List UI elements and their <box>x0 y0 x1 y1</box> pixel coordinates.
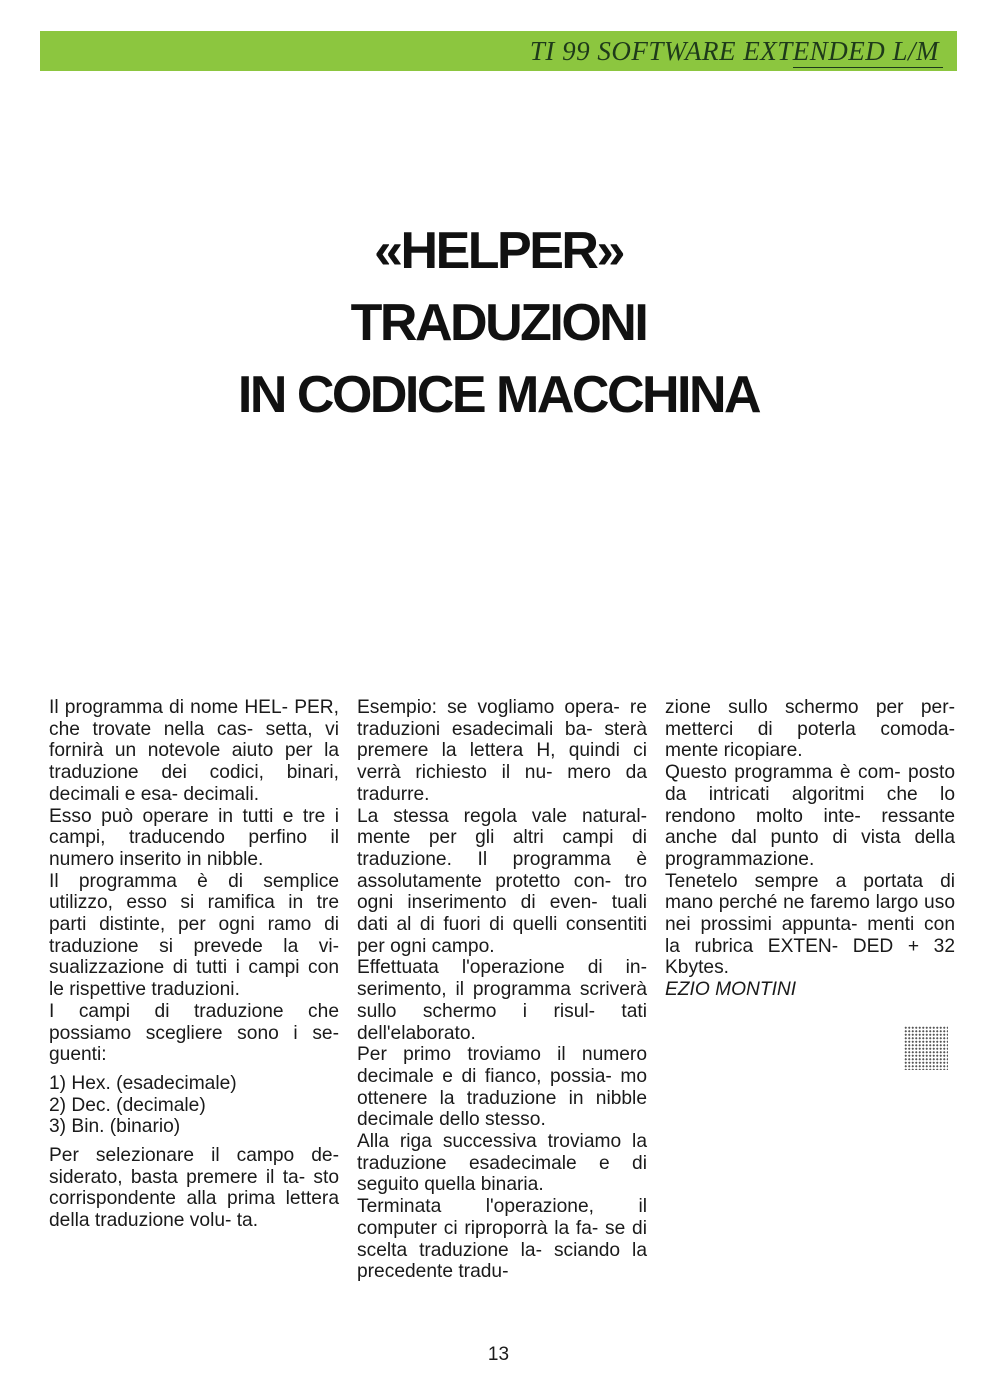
list-item: 1) Hex. (esadecimale) <box>49 1072 237 1094</box>
paragraph: La stessa regola vale natural- mente per gli altri campi di traduzione. Il programma è assolutamente protetto con- tro ogni inserimento di even- tuali dati al di fuori di quelli consentiti per ogni campo. <box>357 805 647 957</box>
paragraph: Esso può operare in tutti e tre i campi, traducendo perfino il numero inserito in nibble. <box>49 805 339 870</box>
paragraph: Il programma di nome HEL- PER, che trovate nella cas- setta, vi fornirà un notevole aiuto per la traduzione dei codici, binari, decimali e esa- decimali. <box>49 697 339 805</box>
title-line-2: TRADUZIONI <box>350 294 647 352</box>
list-item: 3) Bin. (binario) <box>49 1116 181 1138</box>
article-end-mark-icon <box>904 1026 948 1070</box>
paragraph: I campi di traduzione che possiamo scegliere sono i se- guenti: <box>49 1000 339 1066</box>
header-underline <box>793 67 943 68</box>
paragraph: Esempio: se vogliamo opera- re traduzioni esadecimali ba- sterà premere la lettera H, quindi ci verrà richiesto il nu- mero da tradurre. <box>357 697 647 805</box>
page-number: 13 <box>487 1344 510 1365</box>
section-header-band <box>40 31 957 71</box>
paragraph: zione sullo schermo per per- metterci di poterla comoda- mente ricopiare. <box>665 697 955 762</box>
paragraph: Effettuata l'operazione di in- serimento, il programma scriverà sullo schermo i risul- tati dell'elaborato. <box>357 957 647 1044</box>
paragraph: Per primo troviamo il numero decimale e di fianco, possia- mo ottenere la traduzione in nibble decimale dello stesso. <box>357 1044 647 1131</box>
paragraph: Per selezionare il campo de- siderato, basta premere il ta- sto corrispondente alla prima lettera della traduzione volu- ta. <box>49 1145 339 1232</box>
paragraph: Tenetelo sempre a portata di mano perché ne faremo largo uso nei prossimi appunta- menti con la rubrica EXTEN- DED + 32 Kbytes. <box>665 870 955 979</box>
paragraph: Alla riga successiva troviamo la traduzione esadecimale e di seguito quella binaria. <box>357 1131 647 1196</box>
list-item: 2) Dec. (decimale) <box>49 1094 206 1116</box>
text-column-1 <box>49 697 339 1232</box>
article-title <box>0 215 997 431</box>
text-column-2 <box>357 697 647 1283</box>
text-column-3 <box>665 697 955 1001</box>
running-header-title: TI 99 SOFTWARE EXTENDED L/M <box>529 36 939 66</box>
option-list <box>49 1073 339 1138</box>
author-signature: EZIO MONTINI <box>665 979 797 1001</box>
paragraph: Questo programma è com- posto da intricati algoritmi che lo rendono molto inte- ressante anche dal punto di vista della programmazione. <box>665 762 955 870</box>
paragraph: Il programma è di semplice utilizzo, esso si ramifica in tre parti distinte, per ogni ramo di traduzione si prevede la vi- sualizzazione di tutti i campi con le rispettive traduzioni. <box>49 870 339 1001</box>
paragraph: Terminata l'operazione, il computer ci riproporrà la fa- se di scelta traduzione la- sciando la precedente tradu- <box>357 1196 647 1283</box>
title-line-1: «HELPER» <box>374 222 623 280</box>
title-line-3: IN CODICE MACCHINA <box>237 366 760 424</box>
